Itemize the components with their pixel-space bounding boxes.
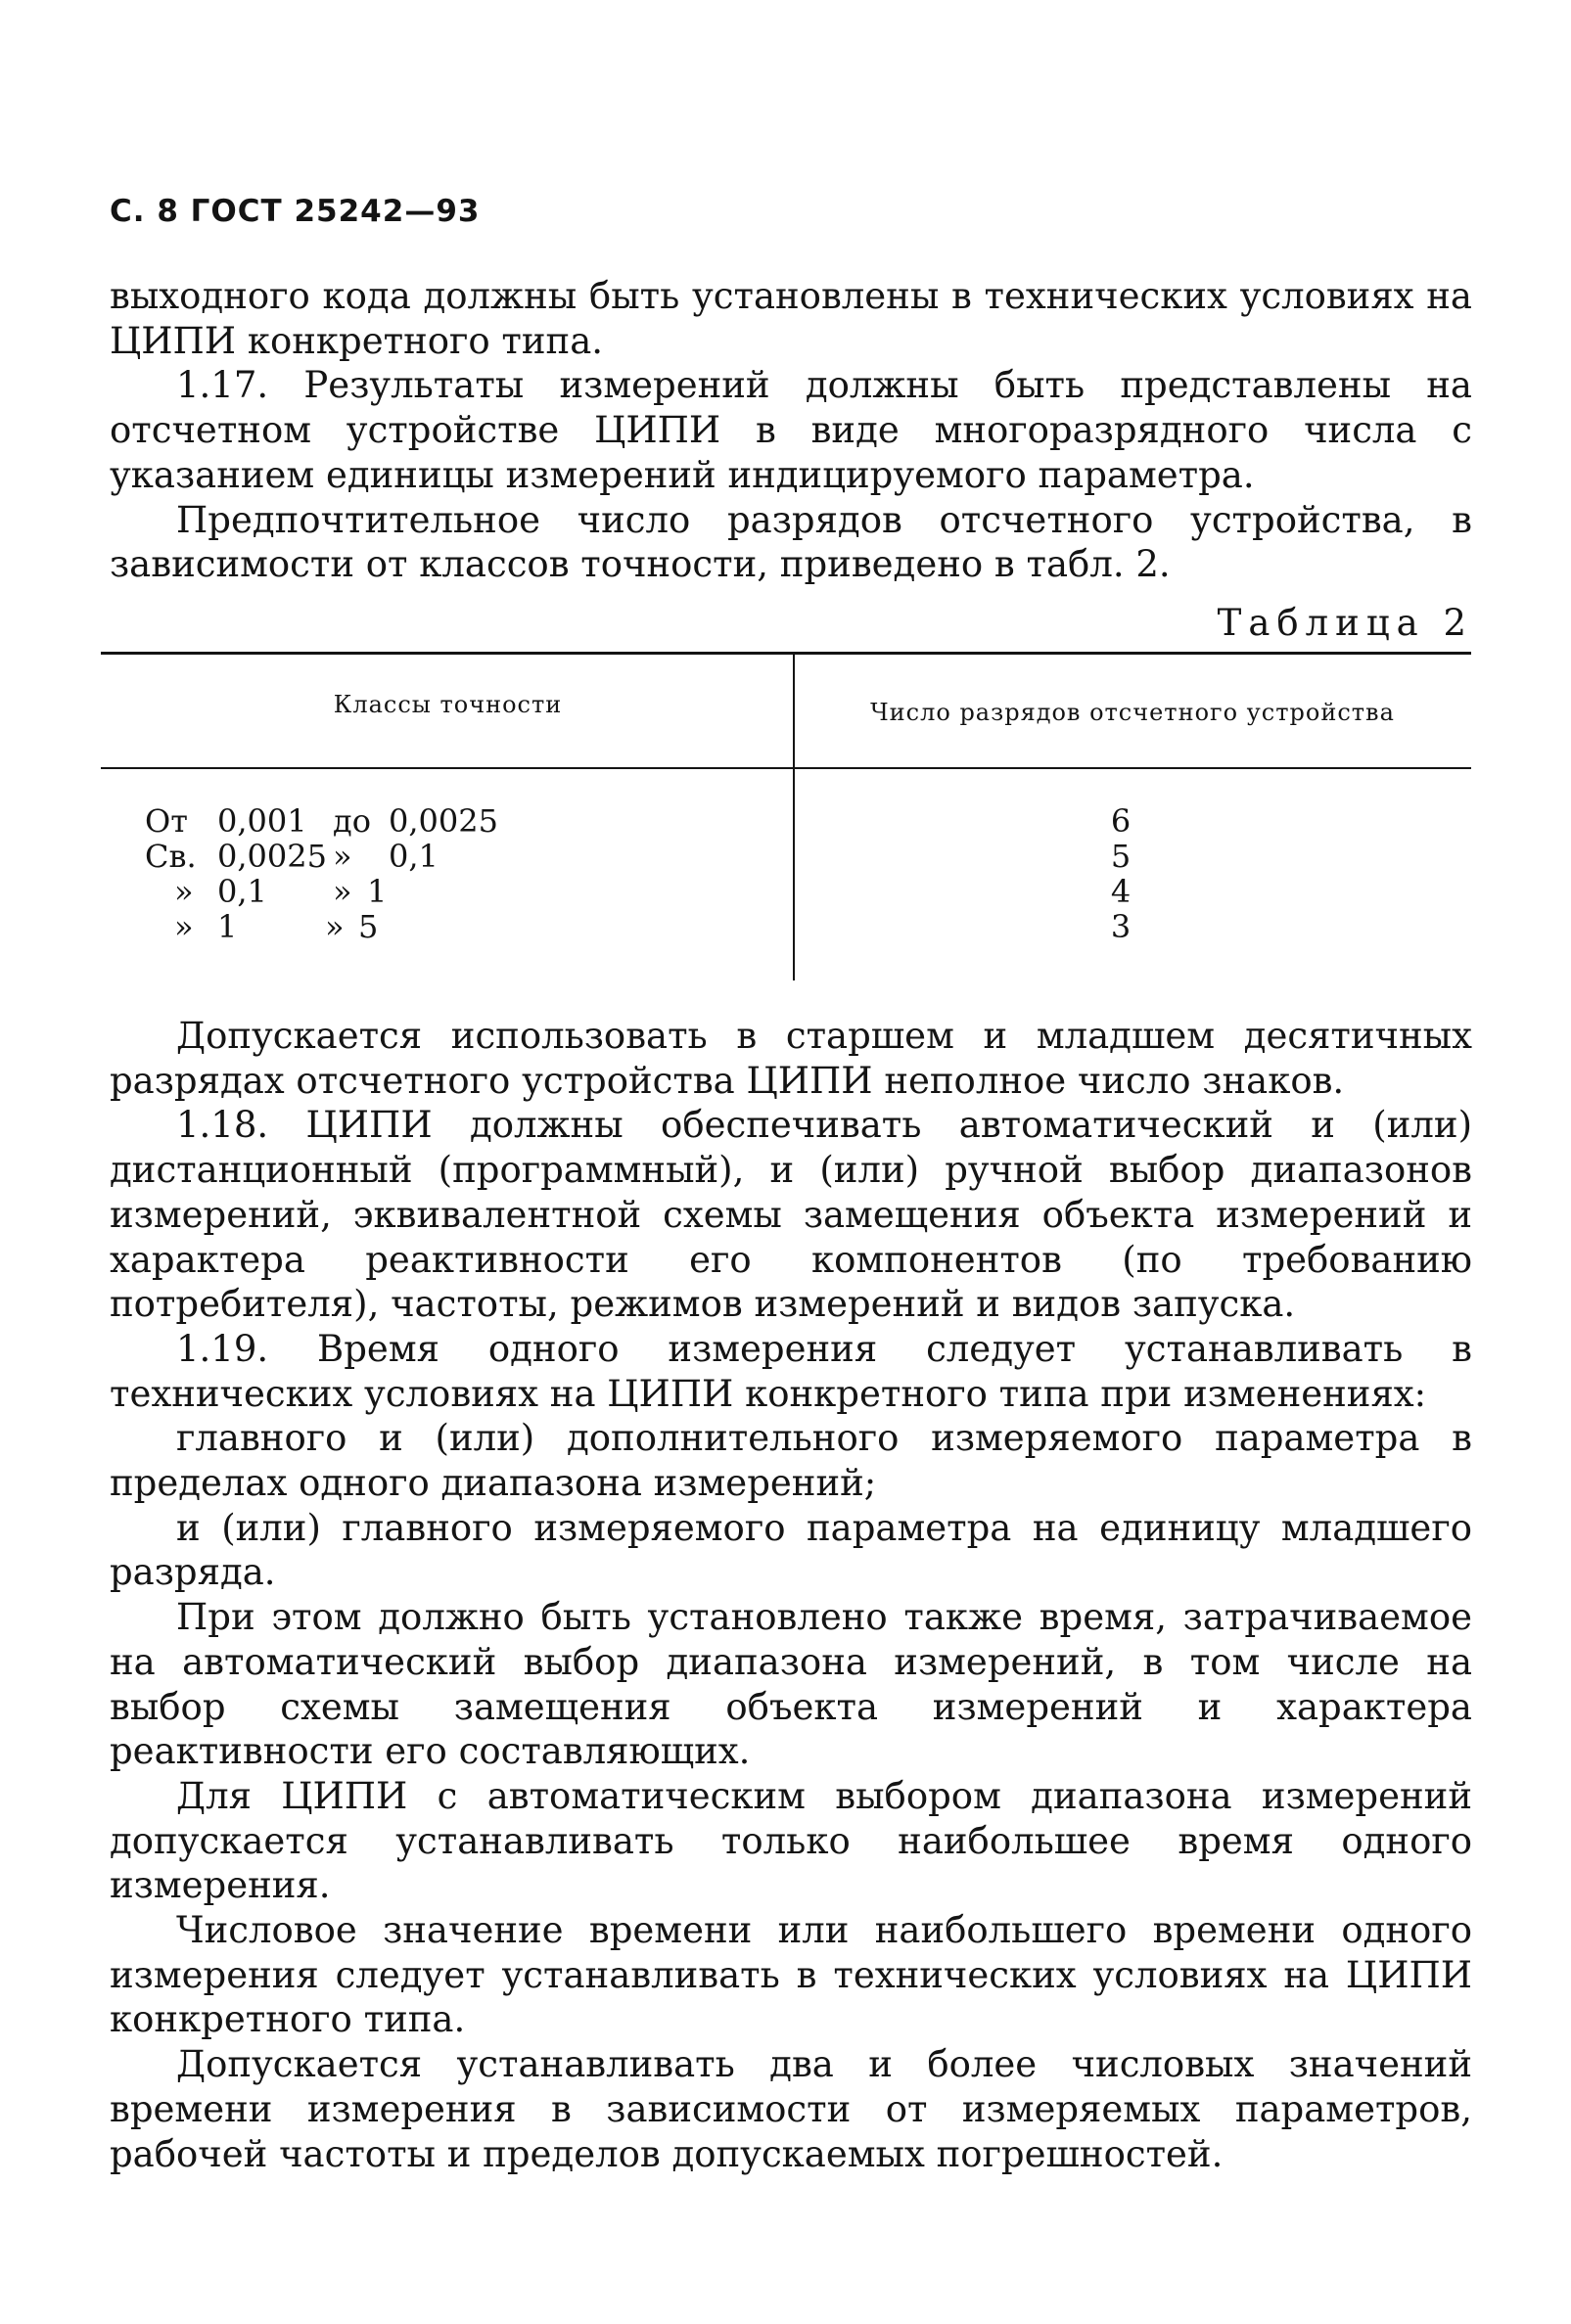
row-prefix: Св.	[145, 838, 197, 875]
page-header: С. 8 ГОСТ 25242—93	[110, 194, 481, 229]
paragraph: Допускается устанавливать два и более числовых значений времени измерения в зависимости от измеряемых параметров, рабочей частоты и пределов допускаемых погрешностей.	[110, 2043, 1472, 2175]
row-separator: »	[325, 908, 345, 945]
row-separator: до	[333, 802, 371, 840]
row-digits: 4	[1110, 873, 1132, 910]
table-header-digit-count: Число разрядов отсчетного устройства	[870, 699, 1395, 726]
row-to: 0,0025	[389, 802, 498, 840]
paragraph: и (или) главного измеряемого параметра на единицу младшего разряда.	[110, 1506, 1472, 1594]
paragraph: Предпочтительное число разрядов отсчетного устройства, в зависимости от классов точности, приведено в табл. 2.	[110, 498, 1472, 586]
row-to: 1	[367, 873, 388, 910]
paragraph: главного и (или) дополнительного измеряемого параметра в пределах одного диапазона измерений;	[110, 1417, 1472, 1505]
paragraph: При этом должно быть установлено также время, затрачиваемое на автоматический выбор диапазона измерений, в том числе на выбор схемы замещения объекта измерений и характера реактивности его составляющих.	[110, 1596, 1472, 1773]
paragraph: Числовое значение времени или наибольшего времени одного измерения следует устанавливать в технических условиях на ЦИПИ конкретного типа.	[110, 1909, 1472, 2041]
row-separator: »	[333, 838, 352, 875]
row-separator: »	[333, 873, 352, 910]
row-from: 0,001	[217, 802, 307, 840]
row-from: 1	[217, 908, 238, 945]
row-to: 0,1	[389, 838, 439, 875]
table-header-accuracy-class: Классы точности	[333, 691, 563, 718]
paragraph: Для ЦИПИ с автоматическим выбором диапазона измерений допускается устанавливать только наибольшее время одного измерения.	[110, 1774, 1472, 1907]
table-top-rule	[101, 652, 1471, 655]
row-from: 0,0025	[217, 838, 327, 875]
row-digits: 5	[1110, 838, 1132, 875]
row-prefix: »	[174, 873, 194, 910]
table-caption: Таблица 2	[1217, 602, 1473, 644]
paragraph: 1.19. Время одного измерения следует устанавливать в технических условиях на ЦИПИ конкретного типа при изменениях:	[110, 1327, 1472, 1415]
paragraph: выходного кода должны быть установлены в технических условиях на ЦИПИ конкретного типа.	[110, 275, 1472, 362]
row-prefix: »	[174, 908, 194, 945]
text-block-top	[110, 274, 1472, 587]
text-block-bottom	[110, 1014, 1472, 2176]
paragraph: 1.18. ЦИПИ должны обеспечивать автоматический и (или) дистанционный (программный), и (или) ручной выбор диапазонов измерений, эквивалентной схемы замещения объекта измерений и характера реактивности его компонентов (по требованию потребителя), частоты, режимов измерений и видов запуска.	[110, 1104, 1472, 1326]
paragraph: Допускается использовать в старшем и младшем десятичных разрядах отсчетного устройства ЦИПИ неполное число знаков.	[110, 1015, 1472, 1102]
row-digits: 6	[1110, 802, 1132, 840]
paragraph: 1.17. Результаты измерений должны быть представлены на отсчетном устройстве ЦИПИ в виде многоразрядного числа с указанием единицы измерений индицируемого параметра.	[110, 364, 1472, 496]
table-header-rule	[101, 767, 1471, 769]
row-from: 0,1	[217, 873, 267, 910]
row-prefix: От	[145, 802, 188, 840]
row-digits: 3	[1110, 908, 1132, 945]
row-to: 5	[358, 908, 379, 945]
